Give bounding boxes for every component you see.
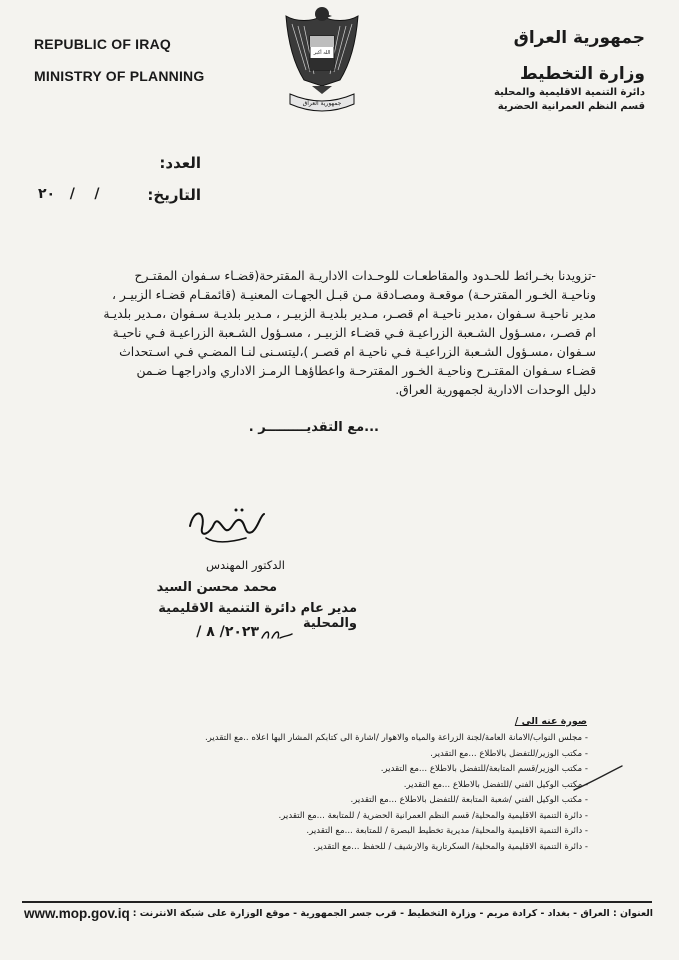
footer-divider (22, 901, 652, 903)
cc-item: - دائرة التنمية الاقليمية والمحلية/ مديرية تخطيط البصرة / للمتابعة ...مع التقدير. (306, 826, 588, 836)
header-directorate-ar: دائرة التنمية الاقليمية والمحلية (493, 87, 645, 98)
header-ministry-ar: وزارة التخطيط (519, 64, 645, 84)
date-label: التاريخ: (147, 186, 201, 204)
cc-item: - مجلس النواب/الامانة العامة/لجنة الزراعة والمياه والاهوار /اشارة الى كتابكم المشار اليها اعلاه ..مع التقدير. (204, 733, 588, 743)
header-ministry-en: MINISTRY OF PLANNING (34, 68, 205, 84)
footer-website: www.mop.gov.iq (24, 906, 130, 921)
signature-date: ٢٠٢٣/ ٨ / (196, 624, 259, 640)
handwritten-signature (176, 498, 276, 552)
number-label: العدد: (159, 154, 201, 172)
cc-item: - مكتب الوزير/قسم المتابعة/للتفضل بالاطلاع ...مع التقدير. (380, 764, 588, 774)
cc-heading: صورة عنه الى / (514, 716, 587, 727)
handwritten-checkmark (572, 764, 624, 794)
body-line: قضـاء سـفوان المقتـرح وناحيـة الخـور المقترحـة واعطاؤهـا الرمـز الاداري وادراجهـا ضـمن (136, 363, 596, 378)
emblem-text-top: الله أكبر (313, 50, 331, 56)
cc-item: - مكتب الوكيل الفني /للتفضل بالاطلاع ...مع التقدير. (403, 779, 588, 790)
body-line: -تزويدنا بخـرائط للحـدود والمقاطعـات للوحـدات الاداريـة المقترحة(قضـاء سـفوان المقتـرح (134, 268, 596, 283)
closing-greeting: ...مع التقديـــــــــر . (248, 420, 379, 435)
iraq-emblem (282, 2, 362, 118)
header-department-ar: قسم النظم العمرانية الحضرية (497, 101, 645, 112)
emblem-text-bottom: جمهورية العراق (302, 100, 342, 107)
cc-item: - مكتب الوكيل الفني /شعبة المتابعة /للتفضل بالاطلاع ...مع التقدير. (350, 795, 588, 805)
body-line: دليل الوحدات الادارية لجمهورية العراق. (395, 382, 596, 397)
body-line: وناحيـة الخـور المقترحـة) موقعـة ومصـادقة مـن قبـل الجهـات المعنيـة (قائمقـام قضـاء الزبيـر ، (111, 287, 596, 302)
handwritten-mark-icon (258, 624, 294, 644)
cc-list (126, 731, 588, 855)
header-country-en: REPUBLIC OF IRAQ (34, 36, 171, 52)
footer-address: العنوان : العراق - بغداد - كرادة مريم - وزارة التخطيط - قرب جسر الجمهورية - موقع الوزارة على شبكة الانترنت : (132, 908, 653, 919)
cc-item: - دائرة التنمية الاقليمية والمحلية/ السكرتارية والارشيف / للحفظ ...مع التقدير. (313, 841, 588, 852)
signer-position: مدير عام دائرة التنمية الاقليمية والمحلية (158, 601, 357, 631)
cc-item: - مكتب الوزير/للتفضل بالاطلاع ...مع التقدير. (430, 748, 588, 759)
signer-name: محمد محسن السيد (156, 580, 277, 595)
header-country-ar: جمهورية العراق (513, 28, 645, 48)
cc-item: - دائرة التنمية الاقليمية والمحلية/ قسم النظم العمرانية الحضرية / للمتابعة ...مع التقدير. (278, 810, 588, 821)
body-line: ام قصـر، ،مسـؤول الشـعبة الزراعيـة فـي قضـاء الزبيـر ، مسـؤول الشـعبة الزراعيـة فـي ناحيـة (112, 325, 596, 340)
body-paragraph (96, 266, 596, 399)
body-line: سـفوان ،مسـؤول الشـعبة الزراعيـة فـي ناحيـة ام قصـر )،ليتسـنى لنـا المضـي فـي اسـتحداث (119, 344, 596, 359)
signature-icon (176, 498, 276, 552)
checkmark-icon (572, 764, 624, 794)
signer-title: الدكتور المهندس (205, 558, 285, 572)
date-value: / / ٢٠ (38, 186, 100, 202)
handwritten-day-mark (258, 624, 294, 644)
body-line: مدير ناحيـة سـفوان ،مدير ناحيـة ام قصـر، مـدير بلديـة الزبيـر ، مـدير بلديـة سـفوان ،مـدير بلديـة (103, 306, 596, 321)
